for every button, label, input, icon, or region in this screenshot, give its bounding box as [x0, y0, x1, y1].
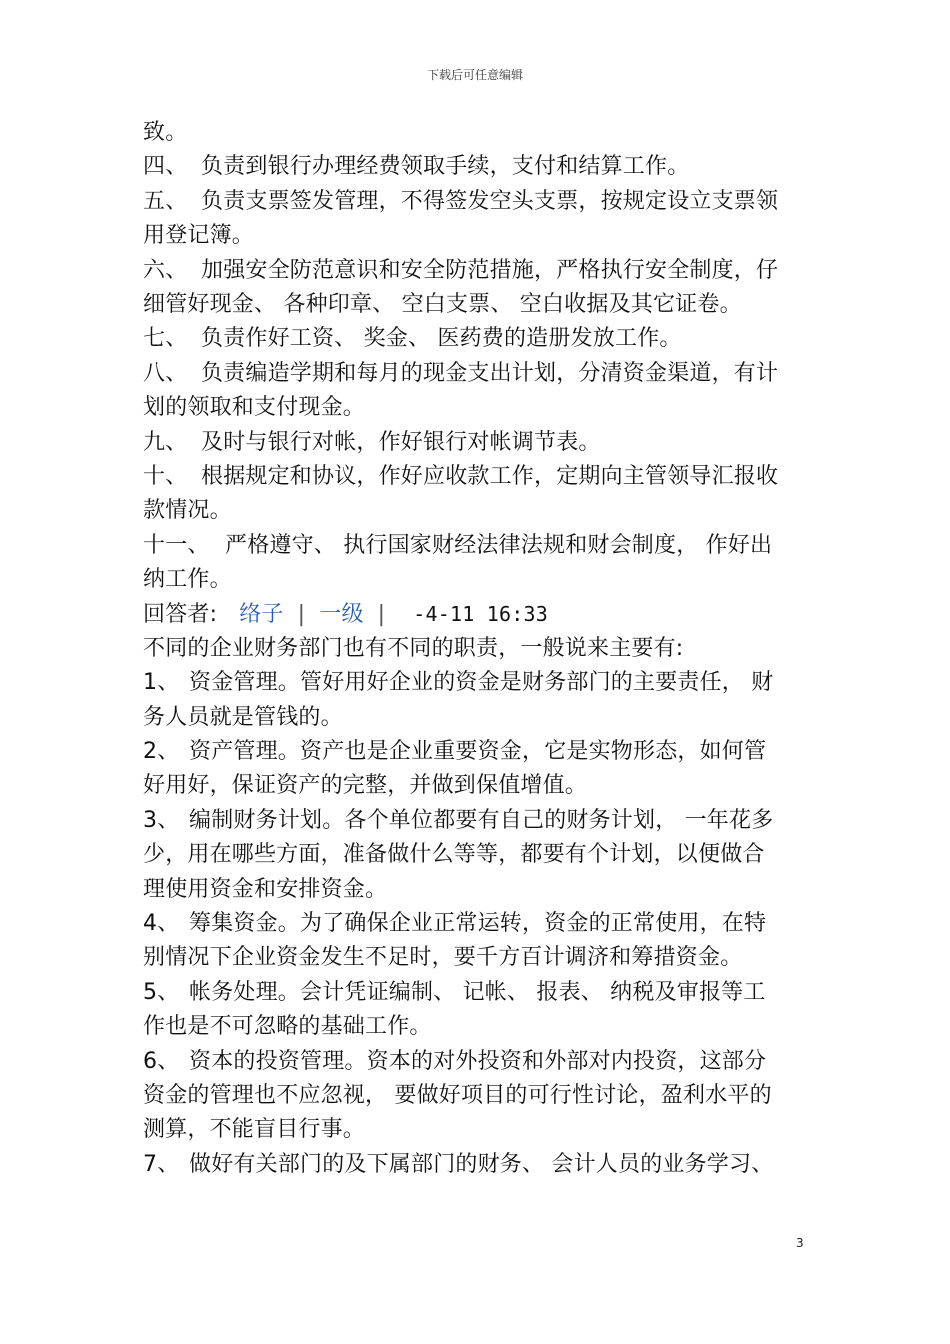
- separator: |: [377, 602, 386, 628]
- list-item: 六、 加强安全防范意识和安全防范措施，严格执行安全制度，仔: [143, 254, 811, 288]
- list-item: 7、 做好有关部门的及下属部门的财务、 会计人员的业务学习、: [143, 1148, 811, 1182]
- item-number: 5、: [143, 979, 180, 1005]
- text-line: 用登记簿。: [143, 223, 255, 249]
- list-item: 4、 筹集资金。为了确保企业正常运转，资金的正常使用，在特: [143, 907, 811, 941]
- item-number: 7、: [143, 1151, 180, 1177]
- list-item: 十一、 严格遵守、 执行国家财经法律法规和财会制度， 作好出: [143, 529, 811, 563]
- list-item: 八、 负责编造学期和每月的现金支出计划，分清资金渠道，有计: [143, 357, 811, 391]
- text-line: 少，用在哪些方面，准备做什么等等，都要有个计划，以便做合: [143, 842, 765, 868]
- text-line: 款情况。: [143, 498, 232, 524]
- text-line: 作也是不可忽略的基础工作。: [143, 1014, 432, 1040]
- item-number: 6、: [143, 1048, 180, 1074]
- document-body: [143, 116, 811, 1182]
- item-number: 八、: [143, 360, 188, 386]
- text-line: 务人员就是管钱的。: [143, 704, 343, 730]
- answerer-level-link[interactable]: 一级: [319, 602, 364, 628]
- item-number: 2、: [143, 739, 180, 765]
- answerer-label: 回答者:: [143, 602, 218, 628]
- item-number: 十一、: [143, 532, 210, 558]
- list-item: 3、 编制财务计划。各个单位都要有自己的财务计划， 一年花多: [143, 804, 811, 838]
- list-item: 1、 资金管理。管好用好企业的资金是财务部门的主要责任， 财: [143, 666, 811, 700]
- list-item: 十、 根据规定和协议，作好应收款工作，定期向主管领导汇报收: [143, 460, 811, 494]
- item-number: 五、: [143, 188, 188, 214]
- text-line: 致。: [143, 120, 188, 145]
- list-item: 2、 资产管理。资产也是企业重要资金，它是实物形态，如何管: [143, 735, 811, 769]
- list-item: 5、 帐务处理。会计凭证编制、 记帐、 报表、 纳税及审报等工: [143, 976, 811, 1010]
- item-number: 六、: [143, 257, 188, 283]
- page-header: 下载后可任意编辑: [426, 68, 523, 82]
- page-number: 3: [796, 1236, 804, 1250]
- item-number: 4、: [143, 910, 180, 936]
- answerer-name-link[interactable]: 络子: [239, 602, 284, 628]
- list-item: 五、 负责支票签发管理，不得签发空头支票，按规定设立支票领: [143, 185, 811, 219]
- list-item: 6、 资本的投资管理。资本的对外投资和外部对内投资，这部分: [143, 1045, 811, 1079]
- list-item: 九、 及时与银行对帐，作好银行对帐调节表。: [143, 426, 811, 460]
- list-item: 七、 负责作好工资、 奖金、 医药费的造册发放工作。: [143, 322, 811, 356]
- item-number: 七、: [143, 326, 188, 352]
- text-line: 划的领取和支付现金。: [143, 395, 366, 421]
- text-line: 好用好，保证资产的完整，并做到保值增值。: [143, 773, 588, 799]
- text-line: 测算，不能盲目行事。: [143, 1117, 366, 1143]
- text-line: 细管好现金、 各种印章、 空白支票、 空白收据及其它证卷。: [143, 291, 742, 317]
- text-line: 理使用资金和安排资金。: [143, 876, 388, 902]
- text-line: 别情况下企业资金发生不足时，要千方百计调济和筹措资金。: [143, 945, 743, 971]
- item-number: 1、: [143, 670, 180, 696]
- item-number: 3、: [143, 807, 180, 833]
- separator: |: [297, 602, 306, 628]
- item-number: 十、: [143, 463, 188, 489]
- item-number: 四、: [143, 154, 188, 180]
- text-line: 纳工作。: [143, 567, 232, 593]
- answer-meta: [143, 597, 811, 631]
- item-number: 九、: [143, 429, 188, 455]
- list-item: 四、 负责到银行办理经费领取手续，支付和结算工作。: [143, 150, 811, 184]
- answer-timestamp: -4-11 16:33: [413, 602, 548, 627]
- text-line: 不同的企业财务部门也有不同的职责，一般说来主要有:: [143, 635, 684, 661]
- text-line: 资金的管理也不应忽视， 要做好项目的可行性讨论，盈利水平的: [143, 1082, 772, 1108]
